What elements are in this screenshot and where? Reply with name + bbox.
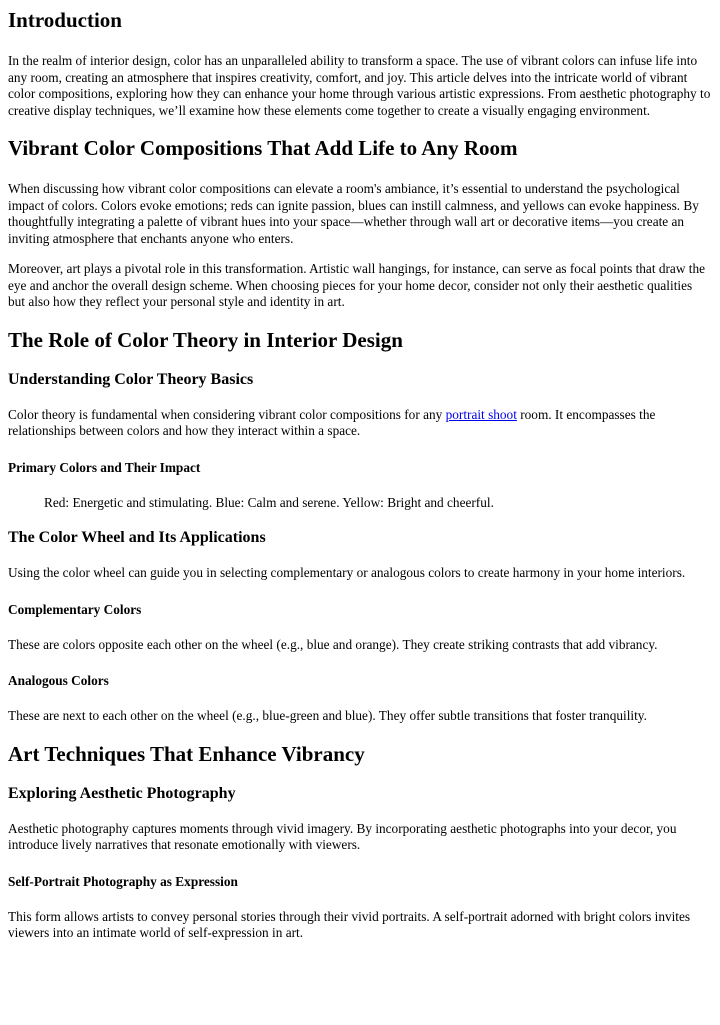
color-theory-basics-paragraph [8, 407, 712, 440]
aesthetic-photography-paragraph: Aesthetic photography captures moments through vivid imagery. By incorporating aesthetic photographs into your decor, you introduce lively narratives that resonate emotionally with viewers. [8, 820, 677, 852]
color-wheel-paragraph: Using the color wheel can guide you in selecting complementary or analogous colors to create harmony in your home interiors. [8, 565, 686, 580]
self-portrait-paragraph: This form allows artists to convey personal stories through their vivid portraits. A self-portrait adorned with bright colors invites viewers into an intimate world of self-expression in art. [8, 908, 691, 940]
basics-text-after-link: room. It encompasses the relationships between colors and how they interact within a space. [8, 406, 656, 438]
basics-text-before-link: Color theory is fundamental when considering vibrant color compositions for any [8, 406, 446, 422]
vibrant-paragraph-2: Moreover, art plays a pivotal role in this transformation. Artistic wall hangings, for instance, can serve as focal points that draw the eye and anchor the overall design scheme. When choosing pieces for your home decor, consider not only their aesthetic qualities but also how they reflect your personal style and identity in art. [8, 261, 705, 309]
section-heading-vibrant-compositions: Vibrant Color Compositions That Add Life to Any Room [8, 136, 518, 160]
section-heading-introduction: Introduction [8, 8, 122, 32]
subheading-aesthetic-photography: Exploring Aesthetic Photography [8, 784, 236, 802]
subheading-color-wheel: The Color Wheel and Its Applications [8, 529, 266, 546]
article [0, 8, 712, 942]
section-heading-art-techniques: Art Techniques That Enhance Vibrancy [8, 741, 365, 766]
portrait-shoot-link[interactable]: portrait shoot [445, 406, 517, 422]
subheading-primary-colors: Primary Colors and Their Impact [8, 459, 201, 475]
subheading-analogous-colors: Analogous Colors [8, 673, 109, 688]
subheading-complementary-colors: Complementary Colors [8, 601, 142, 617]
intro-paragraph: In the realm of interior design, color has an unparalleled ability to transform a space. The use of vibrant colors can infuse life into any room, creating an atmosphere that inspires creativity, comfort, and joy. This article delves into the intricate world of vibrant color compositions, exploring how they can enhance your home through various artistic expressions. From aesthetic photography to creative display techniques, we’ll examine how these elements come together to create a visually engaging environment. [8, 53, 711, 118]
primary-colors-list: Red: Energetic and stimulating. Blue: Calm and serene. Yellow: Bright and cheerful. [44, 494, 494, 510]
complementary-colors-paragraph: These are colors opposite each other on the wheel (e.g., blue and orange). They create striking contrasts that add vibrancy. [8, 636, 658, 652]
analogous-colors-paragraph: These are next to each other on the wheel (e.g., blue-green and blue). They offer subtle transitions that foster tranquility. [8, 708, 647, 723]
vibrant-paragraph-1: When discussing how vibrant color compositions can elevate a room's ambiance, it’s essential to understand the psychological impact of colors. Colors evoke emotions; reds can ignite passion, blues can instill calmness, and yellows can evoke happiness. By thoughtfully integrating a palette of vibrant hues into your space—whether through wall art or decorative items—you create an inviting atmosphere that enchants anyone who enters. [8, 181, 699, 246]
section-heading-color-theory: The Role of Color Theory in Interior Design [8, 327, 403, 352]
subheading-color-theory-basics: Understanding Color Theory Basics [8, 370, 254, 388]
subheading-self-portrait: Self-Portrait Photography as Expression [8, 873, 238, 889]
